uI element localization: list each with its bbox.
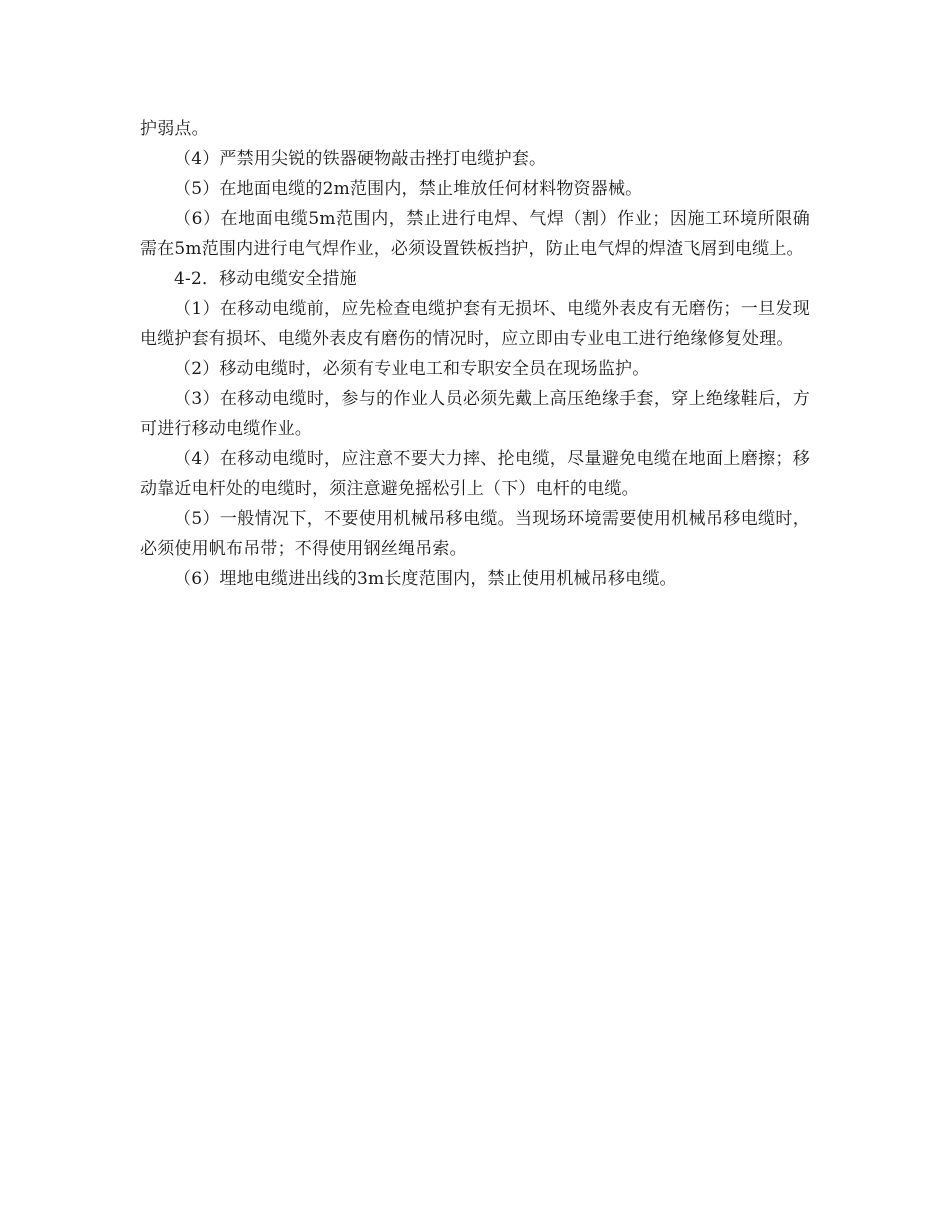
paragraph-move-5: （5）一般情况下，不要使用机械吊移电缆。当现场环境需要使用机械吊移电缆时，必须使用帆布吊带；不得使用钢丝绳吊索。 — [140, 509, 810, 559]
paragraph-move-3: （3）在移动电缆时，参与的作业人员必须先戴上高压绝缘手套，穿上绝缘鞋后，方可进行移动电缆作业。 — [140, 389, 810, 439]
paragraph-item-4: （4）严禁用尖锐的铁器硬物敲击挫打电缆护套。 — [174, 149, 547, 169]
document-body — [140, 114, 810, 594]
paragraph-move-2: （2）移动电缆时，必须有专业电工和专职安全员在现场监护。 — [174, 359, 650, 379]
paragraph-move-4: （4）在移动电缆时，应注意不要大力摔、抡电缆，尽量避免电缆在地面上磨擦；移动靠近电杆处的电缆时，须注意避免摇松引上（下）电杆的电缆。 — [140, 449, 810, 499]
paragraph-move-1: （1）在移动电缆前，应先检查电缆护套有无损坏、电缆外表皮有无磨伤；一旦发现电缆护套有损坏、电缆外表皮有磨伤的情况时，应立即由专业电工进行绝缘修复处理。 — [140, 299, 810, 349]
paragraph-move-6: （6）埋地电缆进出线的3m长度范围内，禁止使用机械吊移电缆。 — [174, 569, 677, 589]
paragraph-item-6: （6）在地面电缆5m范围内，禁止进行电焊、气焊（割）作业；因施工环境所限确需在5m范围内进行电气焊作业，必须设置铁板挡护，防止电气焊的焊渣飞屑到电缆上。 — [140, 209, 810, 259]
paragraph-continuation: 护弱点。 — [140, 119, 209, 139]
paragraph-item-5: （5）在地面电缆的2m范围内，禁止堆放任何材料物资器械。 — [174, 179, 643, 199]
section-heading: 4-2．移动电缆安全措施 — [174, 269, 357, 289]
